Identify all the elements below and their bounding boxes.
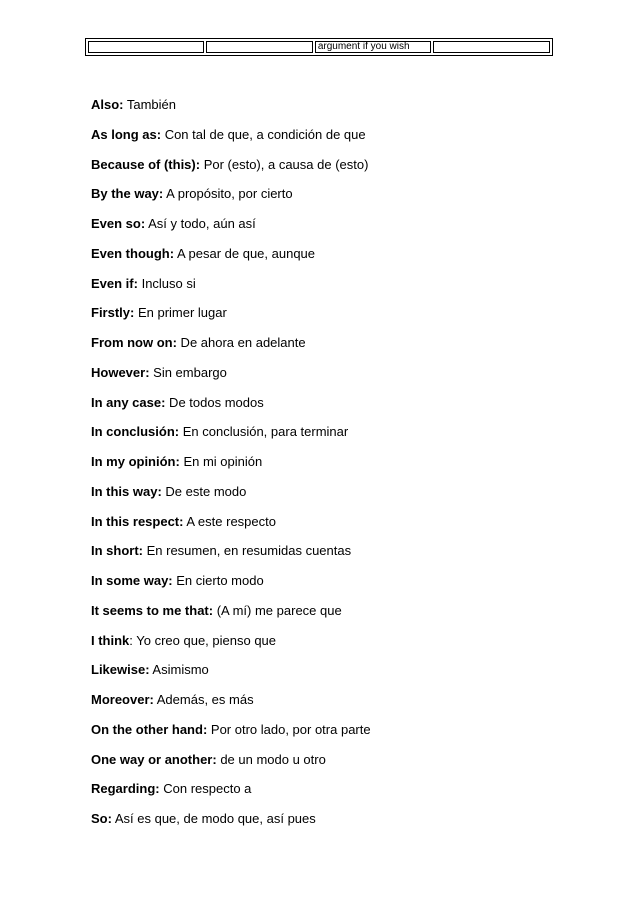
phrase-translation: Por (esto), a causa de (esto): [200, 156, 369, 172]
phrase-translation: Por otro lado, por otra parte: [207, 721, 371, 737]
list-item: [91, 365, 371, 395]
list-item: [91, 97, 371, 127]
header-table-row: [88, 41, 550, 53]
phrase-translation: En cierto modo: [172, 573, 264, 588]
phrase-term: In conclusión:: [91, 424, 180, 440]
phrase-term: Moreover:: [91, 692, 154, 707]
phrase-term: Even though:: [91, 245, 175, 261]
phrase-term: Firstly:: [91, 305, 135, 321]
header-table-cell-3: argument if you wish: [315, 41, 432, 53]
phrase-term: However:: [91, 364, 150, 380]
phrase-term: In this respect:: [91, 513, 184, 529]
phrase-translation: Además, es más: [153, 692, 254, 707]
list-item: [91, 276, 371, 306]
list-item: [91, 484, 371, 514]
phrase-term: One way or another:: [91, 751, 217, 767]
phrase-translation: : Yo creo que, pienso que: [129, 632, 277, 648]
phrase-translation: A propósito, por cierto: [163, 186, 293, 202]
list-item: [91, 216, 371, 246]
list-item: [91, 692, 371, 722]
list-item: [91, 424, 371, 454]
list-item: [91, 157, 371, 187]
phrase-term: Even so:: [91, 216, 146, 231]
list-item: [91, 573, 371, 603]
phrase-term: Regarding:: [91, 781, 160, 797]
phrase-translation: En resumen, en resumidas cuentas: [143, 543, 352, 559]
header-table-cell-1: [88, 41, 204, 53]
header-table: [85, 38, 553, 56]
phrase-translation: Así es que, de modo que, así pues: [111, 811, 316, 826]
list-item: [91, 811, 371, 841]
list-item: [91, 305, 371, 335]
phrase-translation: (A mí) me parece que: [213, 602, 342, 618]
list-item: [91, 514, 371, 544]
phrase-term: It seems to me that:: [91, 602, 214, 618]
phrase-term: Also:: [91, 97, 124, 112]
list-item: [91, 395, 371, 425]
phrase-translation: De todos modos: [165, 394, 264, 410]
phrase-term: On the other hand:: [91, 721, 208, 737]
phrase-translation: De ahora en adelante: [176, 335, 306, 350]
phrase-translation: En conclusión, para terminar: [179, 424, 349, 440]
phrase-term: By the way:: [91, 186, 164, 202]
list-item: [91, 454, 371, 484]
phrase-translation: Así y todo, aún así: [145, 216, 256, 231]
phrase-term: So:: [91, 811, 112, 826]
phrase-term: In any case:: [91, 394, 166, 410]
phrase-translation: Sin embargo: [149, 364, 227, 380]
phrase-term: In this way:: [91, 483, 162, 499]
phrase-term: In some way:: [91, 573, 173, 588]
phrase-translation: También: [123, 97, 177, 112]
list-item: [91, 186, 371, 216]
list-item: [91, 781, 371, 811]
list-item: [91, 127, 371, 157]
phrase-translation: En mi opinión: [179, 454, 263, 469]
phrase-term: In short:: [91, 543, 143, 559]
phrase-list: [91, 97, 371, 841]
list-item: [91, 752, 371, 782]
list-item: [91, 603, 371, 633]
phrase-translation: Con tal de que, a condición de que: [161, 126, 366, 142]
phrase-term: Even if:: [91, 275, 138, 291]
phrase-translation: Con respecto a: [159, 781, 252, 797]
list-item: [91, 246, 371, 276]
list-item: [91, 722, 371, 752]
phrase-term: From now on:: [91, 335, 177, 350]
list-item: [91, 335, 371, 365]
phrase-term: I think: [91, 632, 130, 648]
phrase-translation: de un modo u otro: [216, 751, 326, 767]
phrase-term: In my opinión:: [91, 454, 180, 469]
phrase-translation: A este respecto: [183, 513, 276, 529]
phrase-translation: De este modo: [161, 483, 247, 499]
header-table-cell-2: [206, 41, 313, 53]
list-item: [91, 543, 371, 573]
list-item: [91, 662, 371, 692]
list-item: [91, 633, 371, 663]
phrase-term: As long as:: [91, 126, 162, 142]
phrase-translation: En primer lugar: [134, 305, 227, 321]
phrase-translation: Asimismo: [149, 662, 209, 678]
header-table-cell-4: [433, 41, 550, 53]
phrase-translation: Incluso si: [137, 275, 196, 291]
phrase-term: Likewise:: [91, 662, 150, 678]
phrase-term: Because of (this):: [91, 156, 201, 172]
phrase-translation: A pesar de que, aunque: [174, 245, 316, 261]
